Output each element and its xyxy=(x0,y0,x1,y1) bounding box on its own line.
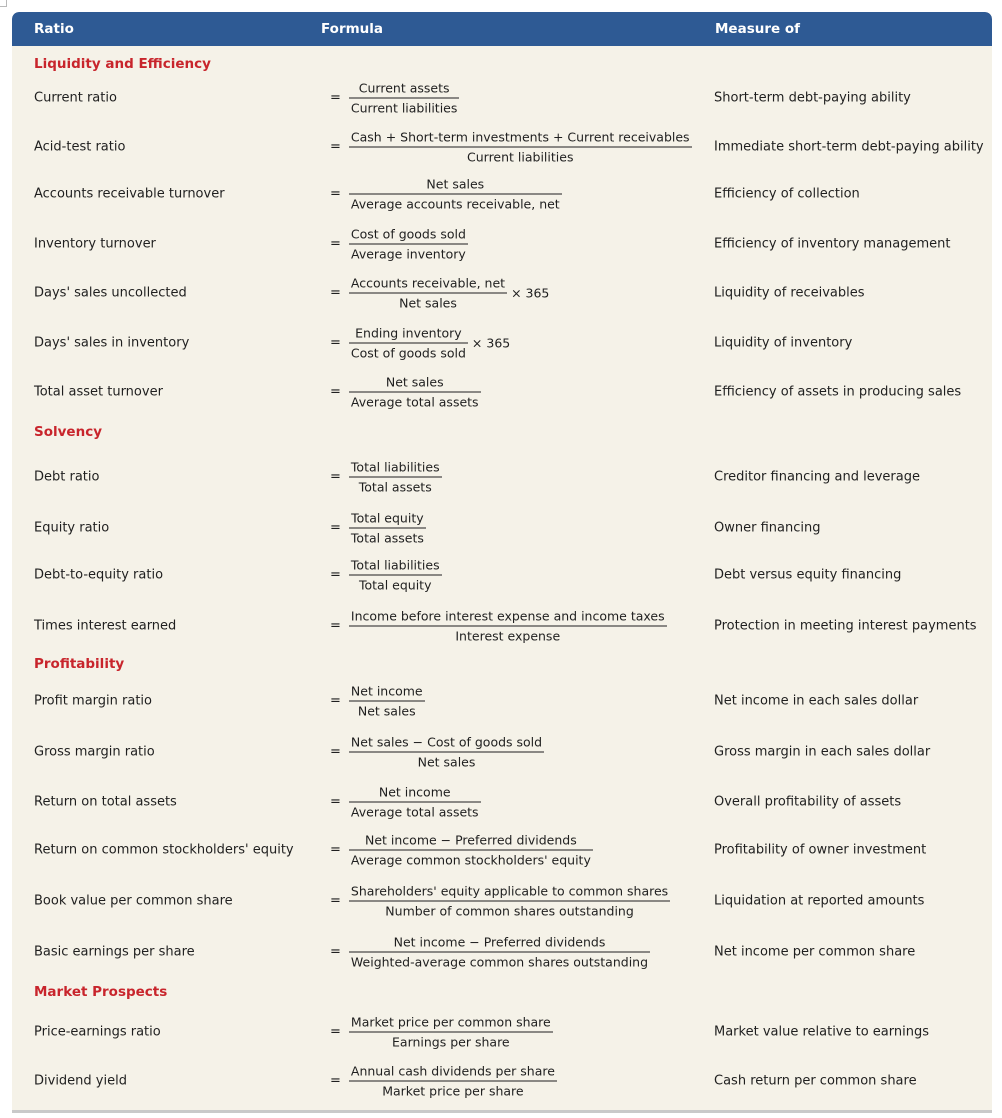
denominator: Weighted-average common shares outstanding xyxy=(350,954,649,970)
ratio-name: Equity ratio xyxy=(34,520,110,536)
formula xyxy=(330,935,650,970)
ratio-name: Book value per common share xyxy=(34,893,233,909)
numerator: Shareholders' equity applicable to common shares xyxy=(350,883,669,899)
measure-of: Overall profitability of assets xyxy=(714,794,902,810)
equals-sign: = xyxy=(330,520,341,536)
measure-of: Debt versus equity financing xyxy=(714,567,902,583)
fraction xyxy=(349,1015,553,1050)
formula xyxy=(330,1015,553,1050)
measure-of: Efficiency of inventory management xyxy=(714,236,951,252)
formula xyxy=(330,884,670,919)
table-header xyxy=(12,12,992,46)
numerator: Net income − Preferred dividends xyxy=(365,832,577,848)
ratio-name: Return on total assets xyxy=(34,794,177,810)
denominator: Total assets xyxy=(350,530,424,546)
denominator: Current liabilities xyxy=(350,100,458,116)
numerator: Net income xyxy=(350,683,423,699)
measure-of: Short-term debt-paying ability xyxy=(714,90,911,106)
equals-sign: = xyxy=(330,744,341,760)
fraction xyxy=(349,609,667,644)
numerator: Net income xyxy=(378,784,451,800)
formula xyxy=(330,1064,557,1099)
measure-of: Market value relative to earnings xyxy=(714,1024,930,1040)
fraction xyxy=(349,130,692,165)
formula xyxy=(330,735,544,770)
ratio-name: Inventory turnover xyxy=(34,236,156,252)
ratio-name: Debt-to-equity ratio xyxy=(34,567,164,583)
formula xyxy=(330,375,481,410)
fraction xyxy=(349,227,468,262)
equals-sign: = xyxy=(330,794,341,810)
formula xyxy=(330,558,442,593)
measure-of: Net income per common share xyxy=(714,944,916,960)
header-ratio: Ratio xyxy=(34,21,74,37)
fraction xyxy=(349,276,507,311)
fraction xyxy=(349,833,593,868)
ratio-name: Times interest earned xyxy=(34,618,177,634)
fraction xyxy=(349,511,426,546)
equals-sign: = xyxy=(330,1073,341,1089)
equals-sign: = xyxy=(330,618,341,634)
measure-of: Cash return per common share xyxy=(714,1073,917,1089)
header-measure: Measure of xyxy=(715,21,801,37)
measure-of: Protection in meeting interest payments xyxy=(714,618,977,634)
formula xyxy=(330,511,426,546)
formula xyxy=(330,130,692,165)
measure-of: Liquidity of inventory xyxy=(714,335,853,351)
fraction xyxy=(349,460,442,495)
formula xyxy=(330,227,468,262)
denominator: Net sales xyxy=(417,754,476,770)
fraction xyxy=(349,558,442,593)
denominator: Cost of goods sold xyxy=(350,345,466,361)
ratio-name: Dividend yield xyxy=(34,1073,127,1089)
equals-sign: = xyxy=(330,944,341,960)
ratio-name: Acid-test ratio xyxy=(34,139,126,155)
equals-sign: = xyxy=(330,842,341,858)
fraction xyxy=(349,81,459,116)
denominator: Interest expense xyxy=(455,628,561,644)
denominator: Net sales xyxy=(399,295,457,311)
numerator: Net sales xyxy=(385,374,444,390)
section-market: Market Prospects xyxy=(34,984,168,1000)
fraction xyxy=(349,375,481,410)
numerator: Income before interest expense and income taxes xyxy=(350,608,665,624)
measure-of: Net income in each sales dollar xyxy=(714,693,919,709)
fraction xyxy=(349,884,670,919)
denominator: Average accounts receivable, net xyxy=(350,196,560,212)
measure-of: Efficiency of assets in producing sales xyxy=(714,384,962,400)
ratio-name: Accounts receivable turnover xyxy=(34,186,225,202)
equals-sign: = xyxy=(330,469,341,485)
table-bottom-border xyxy=(12,1110,992,1113)
measure-of: Liquidation at reported amounts xyxy=(714,893,925,909)
formula xyxy=(330,177,562,212)
equals-sign: = xyxy=(330,236,341,252)
denominator: Market price per share xyxy=(382,1083,524,1099)
multiply-365: × 365 xyxy=(471,335,511,351)
ratio-name: Debt ratio xyxy=(34,469,100,485)
measure-of: Gross margin in each sales dollar xyxy=(714,744,931,760)
ratio-name: Days' sales in inventory xyxy=(34,335,190,351)
equals-sign: = xyxy=(330,567,341,583)
equals-sign: = xyxy=(330,186,341,202)
numerator: Total liabilities xyxy=(350,459,440,475)
fraction xyxy=(349,1064,557,1099)
denominator: Number of common shares outstanding xyxy=(385,903,634,919)
formula xyxy=(330,609,667,644)
equals-sign: = xyxy=(330,335,341,351)
equals-sign: = xyxy=(330,893,341,909)
fraction xyxy=(349,326,468,361)
formula xyxy=(330,460,442,495)
fraction xyxy=(349,935,650,970)
ratio-name: Gross margin ratio xyxy=(34,744,155,760)
numerator: Net income − Preferred dividends xyxy=(393,934,606,950)
formula xyxy=(330,81,459,116)
numerator: Ending inventory xyxy=(355,325,462,341)
measure-of: Profitability of owner investment xyxy=(714,842,927,858)
fraction xyxy=(349,177,562,212)
ratio-table xyxy=(12,12,992,1113)
denominator: Total assets xyxy=(358,479,432,495)
equals-sign: = xyxy=(330,1024,341,1040)
numerator: Total equity xyxy=(351,510,424,526)
denominator: Average inventory xyxy=(351,246,466,262)
ratio-name: Price-earnings ratio xyxy=(34,1024,161,1040)
fraction xyxy=(349,684,425,719)
ratio-name: Basic earnings per share xyxy=(34,944,195,960)
formula xyxy=(330,276,549,311)
formula xyxy=(330,785,481,820)
section-solvency: Solvency xyxy=(34,424,102,440)
formula xyxy=(330,833,593,868)
denominator: Current liabilities xyxy=(467,149,574,165)
measure-of: Efficiency of collection xyxy=(714,186,860,202)
denominator: Net sales xyxy=(357,703,416,719)
denominator: Earnings per share xyxy=(392,1034,510,1050)
denominator: Average total assets xyxy=(350,394,479,410)
fraction xyxy=(349,735,544,770)
numerator: Net sales − Cost of goods sold xyxy=(350,734,543,750)
measure-of: Immediate short-term debt-paying ability xyxy=(714,139,984,155)
ratio-name: Total asset turnover xyxy=(34,384,163,400)
equals-sign: = xyxy=(330,90,341,106)
measure-of: Owner financing xyxy=(714,520,821,536)
equals-sign: = xyxy=(330,139,341,155)
numerator: Current assets xyxy=(358,80,450,96)
ratio-name: Days' sales uncollected xyxy=(34,285,187,301)
numerator: Market price per common share xyxy=(350,1014,551,1030)
ratio-name: Current ratio xyxy=(34,90,117,106)
numerator: Cash + Short-term investments + Current receivables xyxy=(350,129,690,145)
ratio-name: Profit margin ratio xyxy=(34,693,152,709)
header-formula: Formula xyxy=(321,21,384,37)
measure-of: Liquidity of receivables xyxy=(714,285,865,301)
section-profitability: Profitability xyxy=(34,656,125,672)
numerator: Annual cash dividends per share xyxy=(350,1063,555,1079)
numerator: Cost of goods sold xyxy=(350,226,466,242)
denominator: Average common stockholders' equity xyxy=(350,852,591,868)
formula xyxy=(330,326,510,361)
ratio-name: Return on common stockholders' equity xyxy=(34,842,294,858)
equals-sign: = xyxy=(330,285,341,301)
numerator: Total liabilities xyxy=(350,557,440,573)
multiply-365: × 365 xyxy=(511,285,550,301)
section-liquidity: Liquidity and Efficiency xyxy=(34,56,211,72)
fraction xyxy=(349,785,481,820)
numerator: Net sales xyxy=(426,176,485,192)
measure-of: Creditor financing and leverage xyxy=(714,469,920,485)
corner-mark xyxy=(0,0,7,7)
denominator: Average total assets xyxy=(350,804,479,820)
denominator: Total equity xyxy=(359,577,432,593)
formula xyxy=(330,684,425,719)
equals-sign: = xyxy=(330,693,341,709)
numerator: Accounts receivable, net xyxy=(350,275,506,291)
equals-sign: = xyxy=(330,384,341,400)
